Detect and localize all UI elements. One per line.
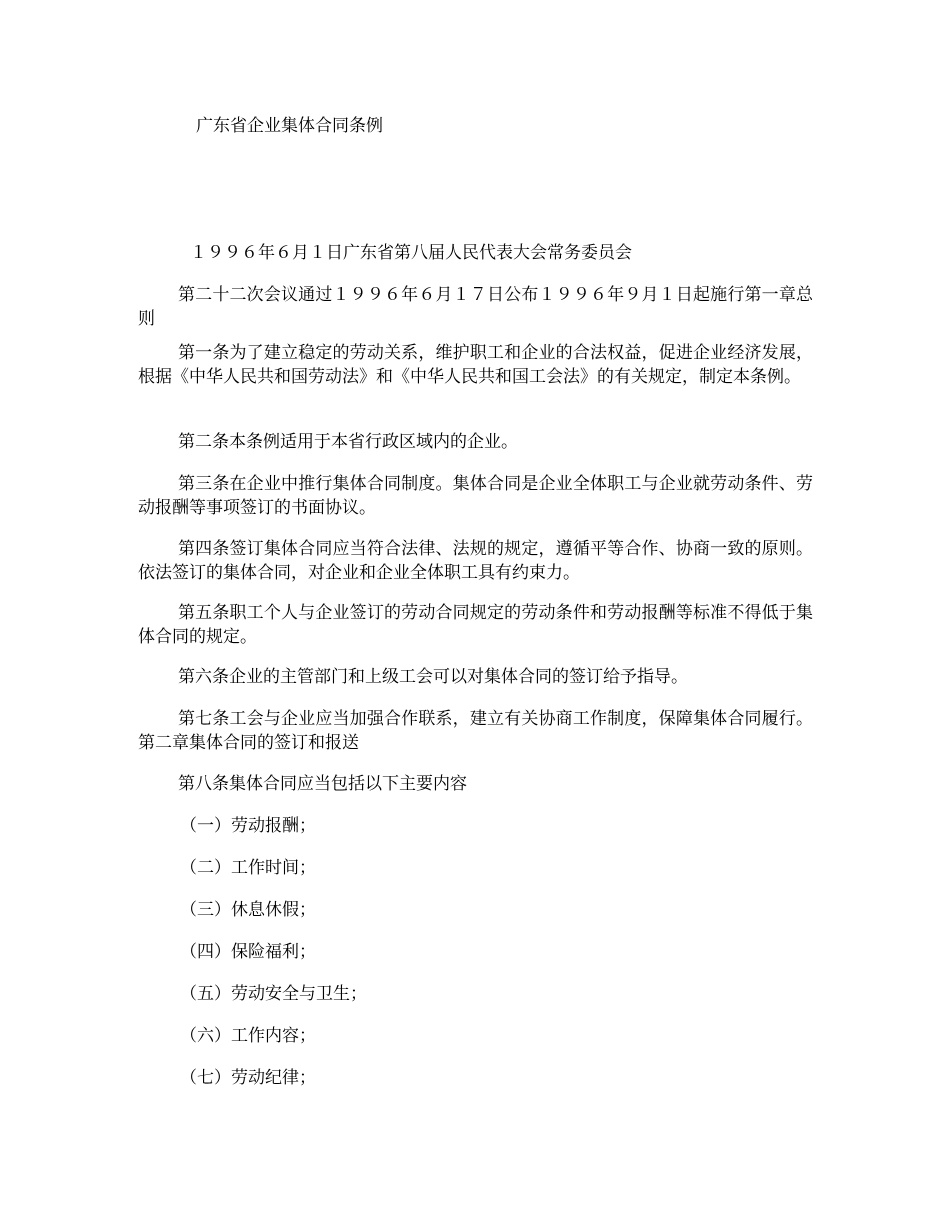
paragraph-article-4: [138, 537, 813, 585]
paragraph-session-passed: [138, 283, 813, 331]
paragraph-text: 第一条为了建立稳定的劳动关系，维护职工和企业的合法权益，促进企业经济发展，根据《中华人民共和国劳动法》和《中华人民共和国工会法》的有关规定，制定本条例。: [138, 343, 813, 387]
list-item-wages: （一）劳动报酬；: [180, 816, 316, 836]
list-item-safety-health: （五）劳动安全与卫生；: [180, 984, 367, 1004]
list-item-labor-discipline: （七）劳动纪律；: [180, 1068, 316, 1088]
document-title: 广东省企业集体合同条例: [196, 116, 383, 136]
list-item-working-hours: （二）工作时间；: [180, 858, 316, 878]
paragraph-text: 第五条职工个人与企业签订的劳动合同规定的劳动条件和劳动报酬等标准不得低于集体合同的规定。: [138, 603, 813, 647]
paragraph-article-1: [138, 341, 813, 389]
paragraph-text: 第二条本条例适用于本省行政区域内的企业。: [178, 432, 518, 452]
paragraph-text: 第八条集体合同应当包括以下主要内容: [178, 774, 467, 794]
paragraph-article-8: [138, 772, 813, 796]
paragraph-text: 第七条工会与企业应当加强合作联系，建立有关协商工作制度，保障集体合同履行。第二章集体合同的签订和报送: [138, 709, 813, 753]
paragraph-article-6: [138, 665, 813, 689]
paragraph-article-2: [138, 430, 813, 454]
paragraph-text: 第四条签订集体合同应当符合法律、法规的规定，遵循平等合作、协商一致的原则。依法签订的集体合同，对企业和企业全体职工具有约束力。: [138, 539, 813, 583]
list-item-work-content: （六）工作内容；: [180, 1026, 316, 1046]
paragraph-article-7: [138, 707, 813, 755]
adoption-date-line: １９９６年６月１日广东省第八届人民代表大会常务委员会: [190, 243, 632, 263]
paragraph-article-5: [138, 601, 813, 649]
list-item-insurance-welfare: （四）保险福利；: [180, 942, 316, 962]
paragraph-article-3: [138, 472, 813, 520]
list-item-rest-leave: （三）休息休假；: [180, 900, 316, 920]
paragraph-text: 第三条在企业中推行集体合同制度。集体合同是企业全体职工与企业就劳动条件、劳动报酬等事项签订的书面协议。: [138, 474, 813, 518]
paragraph-text: 第六条企业的主管部门和上级工会可以对集体合同的签订给予指导。: [178, 667, 688, 687]
paragraph-text: 第二十二次会议通过１９９６年６月１７日公布１９９６年９月１日起施行第一章总则: [138, 285, 813, 329]
